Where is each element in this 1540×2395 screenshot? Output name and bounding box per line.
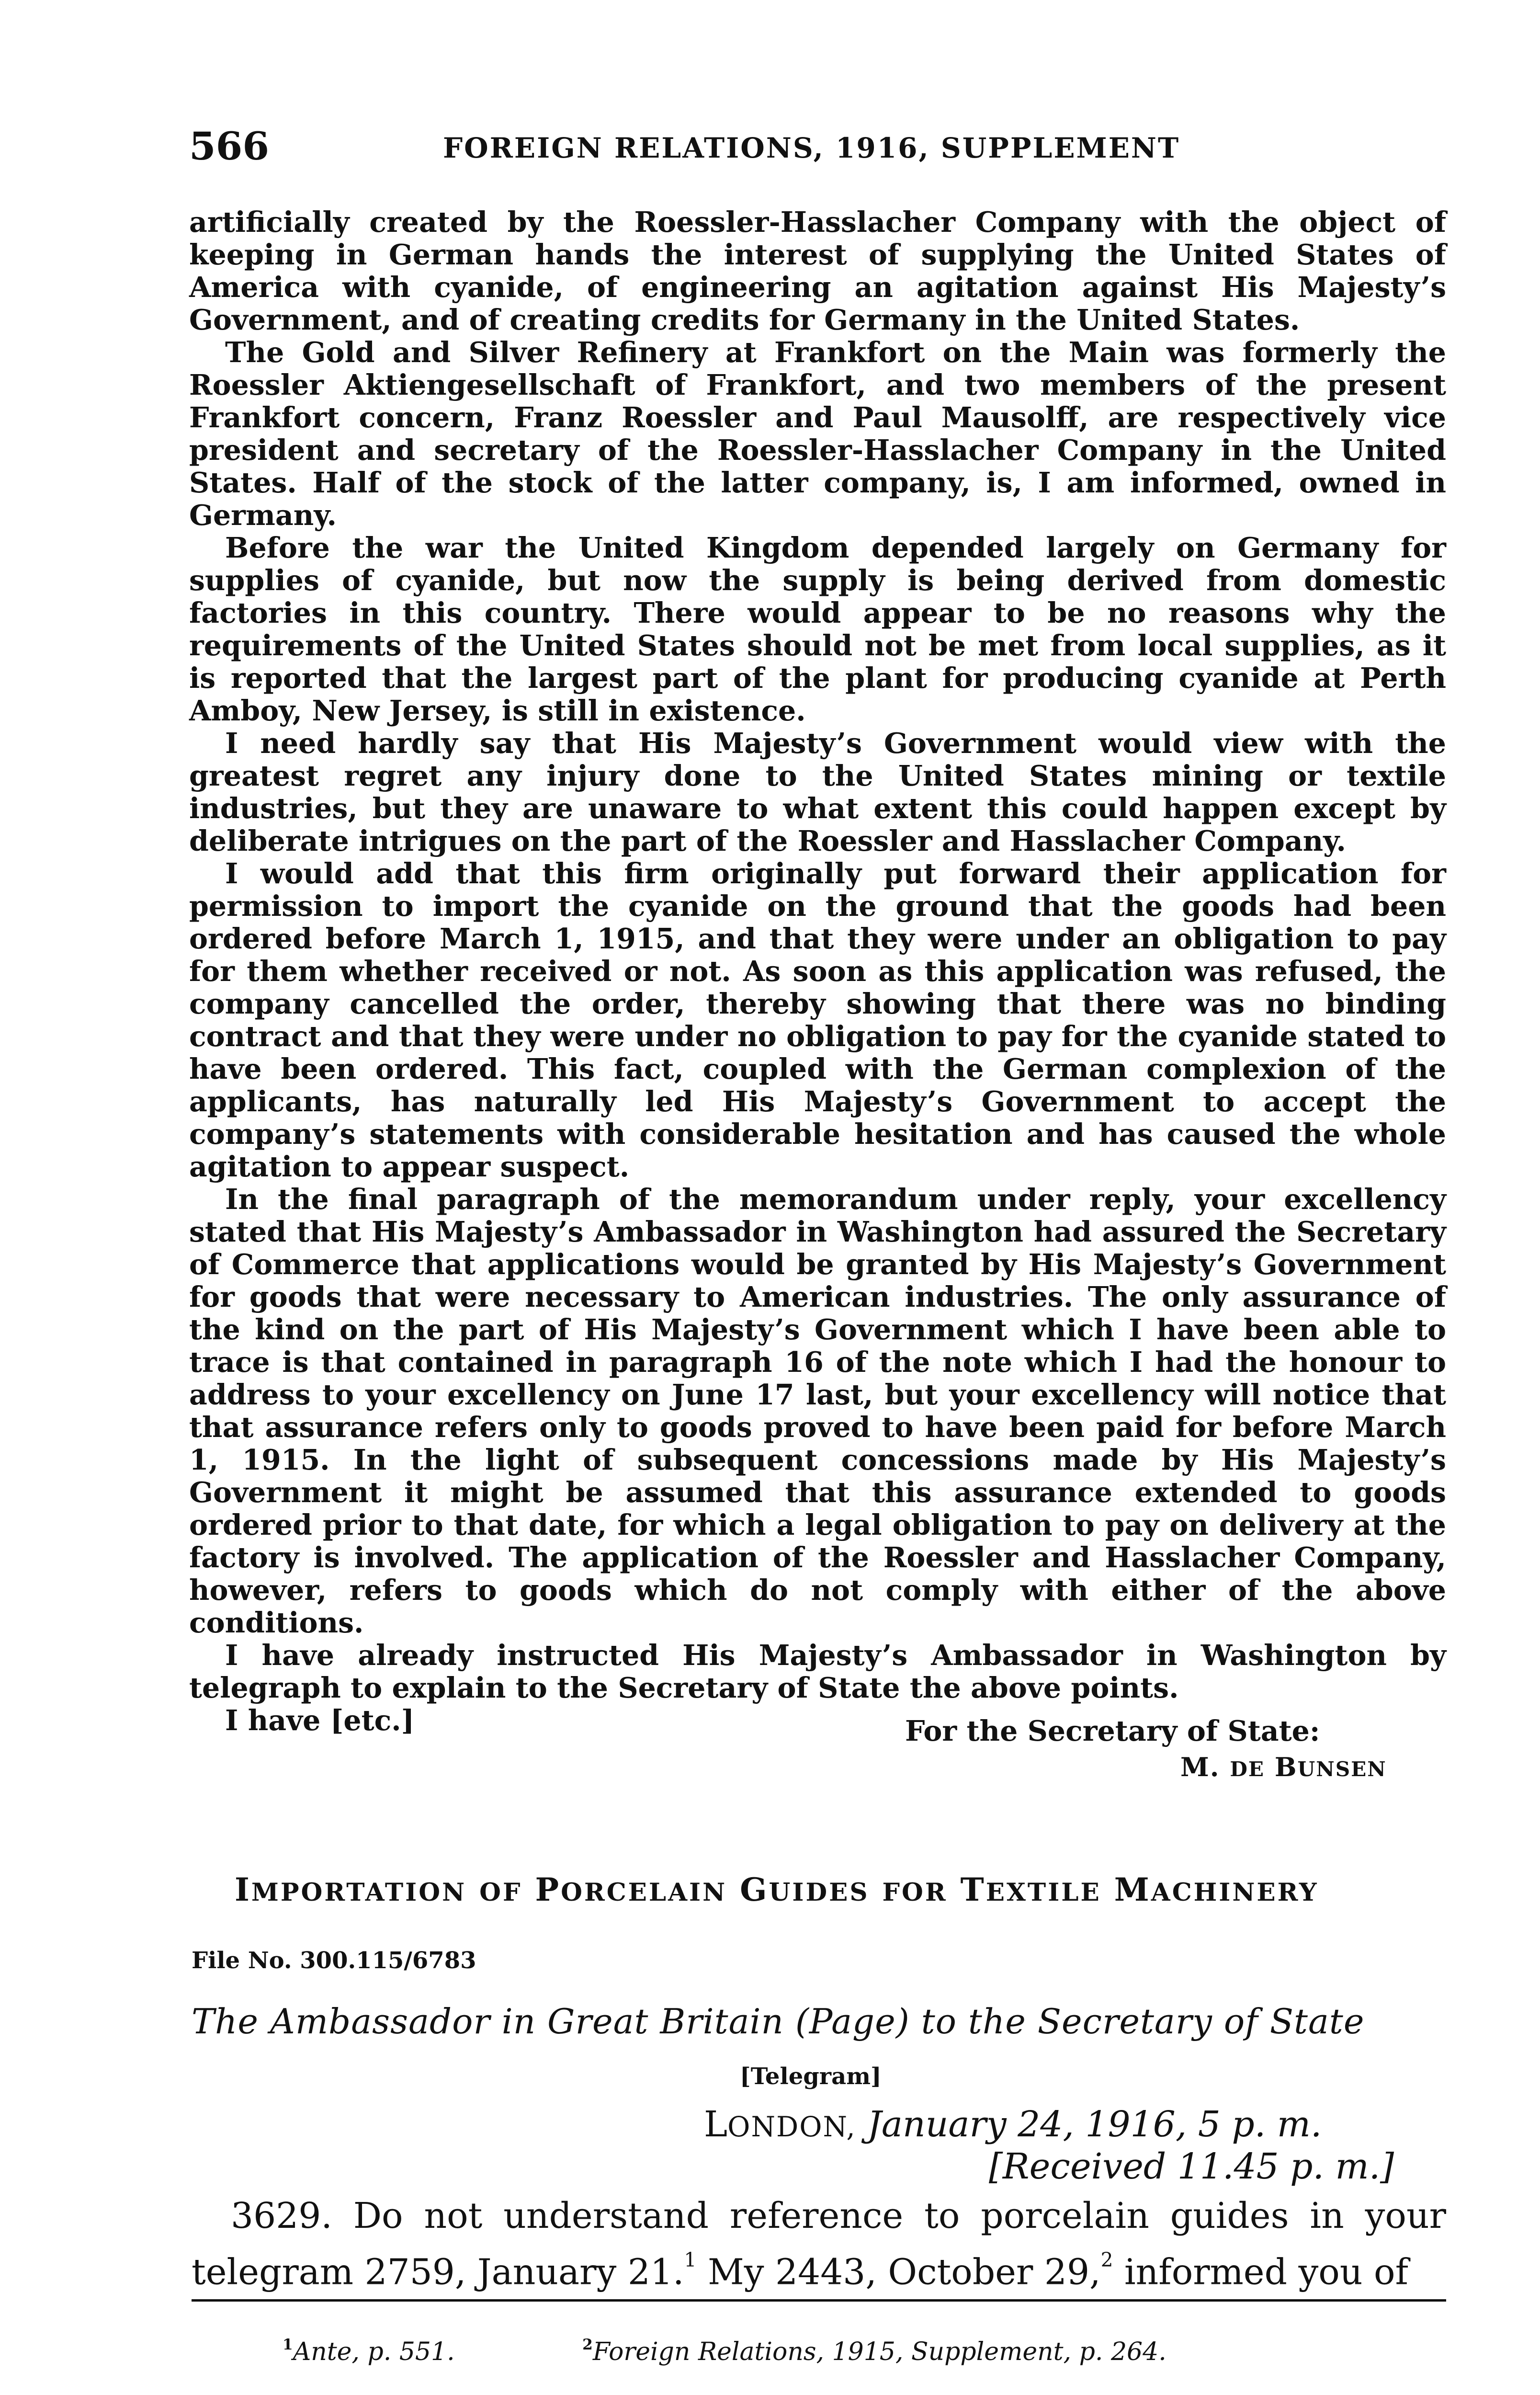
signature-name — [1180, 1751, 1387, 1785]
footnote-divider — [192, 2299, 1446, 2302]
title-part: FOR — [882, 1878, 948, 1907]
letter-body — [189, 206, 1446, 1737]
closing-line: I have [etc.] — [225, 1704, 415, 1737]
footnote-text: Foreign Relations, 1915, Supplement, p. 264. — [592, 2337, 1166, 2366]
dateline — [704, 2103, 1322, 2148]
footnotes — [283, 2326, 1166, 2371]
title-part: MPORTATION — [251, 1878, 467, 1907]
file-number: File No. 300.115/6783 — [192, 1947, 476, 1974]
paragraph: I have already instructed His Majesty’s Ambassador in Washington by telegraph to explain to the Secretary of State the above points. — [189, 1639, 1446, 1704]
footnote-ref: 2 — [1100, 2248, 1113, 2271]
dateline-date: January 24, 1916, 5 p. m. — [867, 2104, 1322, 2145]
telegram-body — [192, 2194, 1446, 2294]
telegram-text: informed you of — [1113, 2251, 1408, 2293]
dateline-city-initial: L — [704, 2104, 728, 2145]
dateline-city-rest: ONDON, — [727, 2110, 856, 2143]
page-number: 566 — [189, 124, 269, 169]
telegram-label: [Telegram] — [740, 2063, 882, 2090]
received-text: [Received 11.45 p. m.] — [989, 2146, 1394, 2187]
title-part: I — [235, 1871, 251, 1908]
title-part: ACHINERY — [1151, 1878, 1319, 1907]
signature-initial: M. — [1180, 1752, 1220, 1782]
telegram-text: My 2443, October 29, — [696, 2251, 1101, 2293]
title-part: M — [1114, 1871, 1151, 1908]
received-time — [989, 2145, 1394, 2188]
paragraph: Before the war the United Kingdom depended largely on Germany for supplies of cyanide, but now the supply is being derived from domestic factories in this country. There would appear to be no reasons why the requirements of the United States should not be met from local supplies, as it is reported that the largest part of the plant for producing cyanide at Perth Amboy, New Jersey, is still in existence. — [189, 531, 1446, 727]
footnote-text: Ante, p. 551. — [293, 2337, 455, 2366]
paragraph: In the final paragraph of the memorandum under reply, your excellency stated that His Majesty’s Ambassador in Washington had assured the Secretary of Commerce that applications would be granted by His Majesty’s Government for goods that were necessary to American industries. The only assurance of the kind on the part of His Majesty’s Government which I have been able to trace is that contained in paragraph 16 of the note which I had the honour to address to your excellency on June 17 last, but your excellency will notice that that assurance refers only to goods proved to have been paid for before March 1, 1915. In the light of subsequent concessions made by His Majesty’s Government it might be assumed that this assurance extended to goods ordered prior to that date, for which a legal obligation to pay on delivery at the factory is involved. The application of the Roessler and Hasslacher Company, however, refers to goods which do not comply with either of the above conditions. — [189, 1183, 1446, 1639]
paragraph: I need hardly say that His Majesty’s Government would view with the greatest regret any injury done to the United States mining or textile industries, but they are unaware to what extent this could happen except by deliberate intrigues on the part of the Roessler and Hasslacher Company. — [189, 727, 1446, 857]
footnote — [283, 2326, 455, 2371]
signature-de: DE — [1230, 1757, 1265, 1781]
title-part: EXTILE — [985, 1878, 1101, 1907]
footnote-marker: 2 — [582, 2336, 593, 2353]
title-part: ORCELAIN — [561, 1878, 727, 1907]
document-heading: The Ambassador in Great Britain (Page) to the Secretary of State — [192, 2001, 1365, 2041]
paragraph: I would add that this firm originally put forward their application for permission to import the cyanide on the ground that the goods had been ordered before March 1, 1915, and that they were under an obligation to pay for them whether received or not. As soon as this application was refused, the company cancelled the order, thereby showing that there was no binding contract and that they were under no obligation to pay for the cyanide stated to have been ordered. This fact, coupled with the German complexion of the applicants, has naturally led His Majesty’s Government to accept the company’s statements with considerable hesitation and has caused the whole agitation to appear suspect. — [189, 857, 1446, 1183]
footnote — [582, 2326, 1166, 2371]
telegram-text: 3629. Do not understand reference to porcelain guides in your telegram 2759, January 21. — [192, 2195, 1446, 2293]
title-part: UIDES — [769, 1878, 870, 1907]
title-part: P — [535, 1871, 561, 1908]
paragraph: The Gold and Silver Refinery at Frankfort on the Main was formerly the Roessler Aktiengesellschaft of Frankfort, and two members of the present Frankfort concern, Franz Roessler and Paul Mausolff, are respectively vice president and secretary of the Roessler-Hasslacher Company in the United States. Half of the stock of the latter company, is, I am informed, owned in Germany. — [189, 336, 1446, 532]
page-header — [189, 122, 1444, 175]
footnote-ref: 1 — [684, 2248, 697, 2271]
signature-b: B — [1274, 1752, 1298, 1782]
title-part: OF — [479, 1878, 522, 1907]
title-part: G — [740, 1871, 769, 1908]
signature-rest: UNSEN — [1297, 1757, 1387, 1781]
paragraph: artificially created by the Roessler-Hasslacher Company with the object of keeping in German hands the interest of supplying the United States of America with cyanide, of engineering an agitation against His Majesty’s Government, and of creating credits for Germany in the United States. — [189, 205, 1446, 336]
section-title — [235, 1868, 1403, 1914]
running-head: FOREIGN RELATIONS, 1916, SUPPLEMENT — [443, 132, 1180, 164]
footnote-marker: 1 — [283, 2336, 293, 2353]
title-part: T — [960, 1871, 986, 1908]
signature-line: For the Secretary of State: — [905, 1714, 1320, 1747]
